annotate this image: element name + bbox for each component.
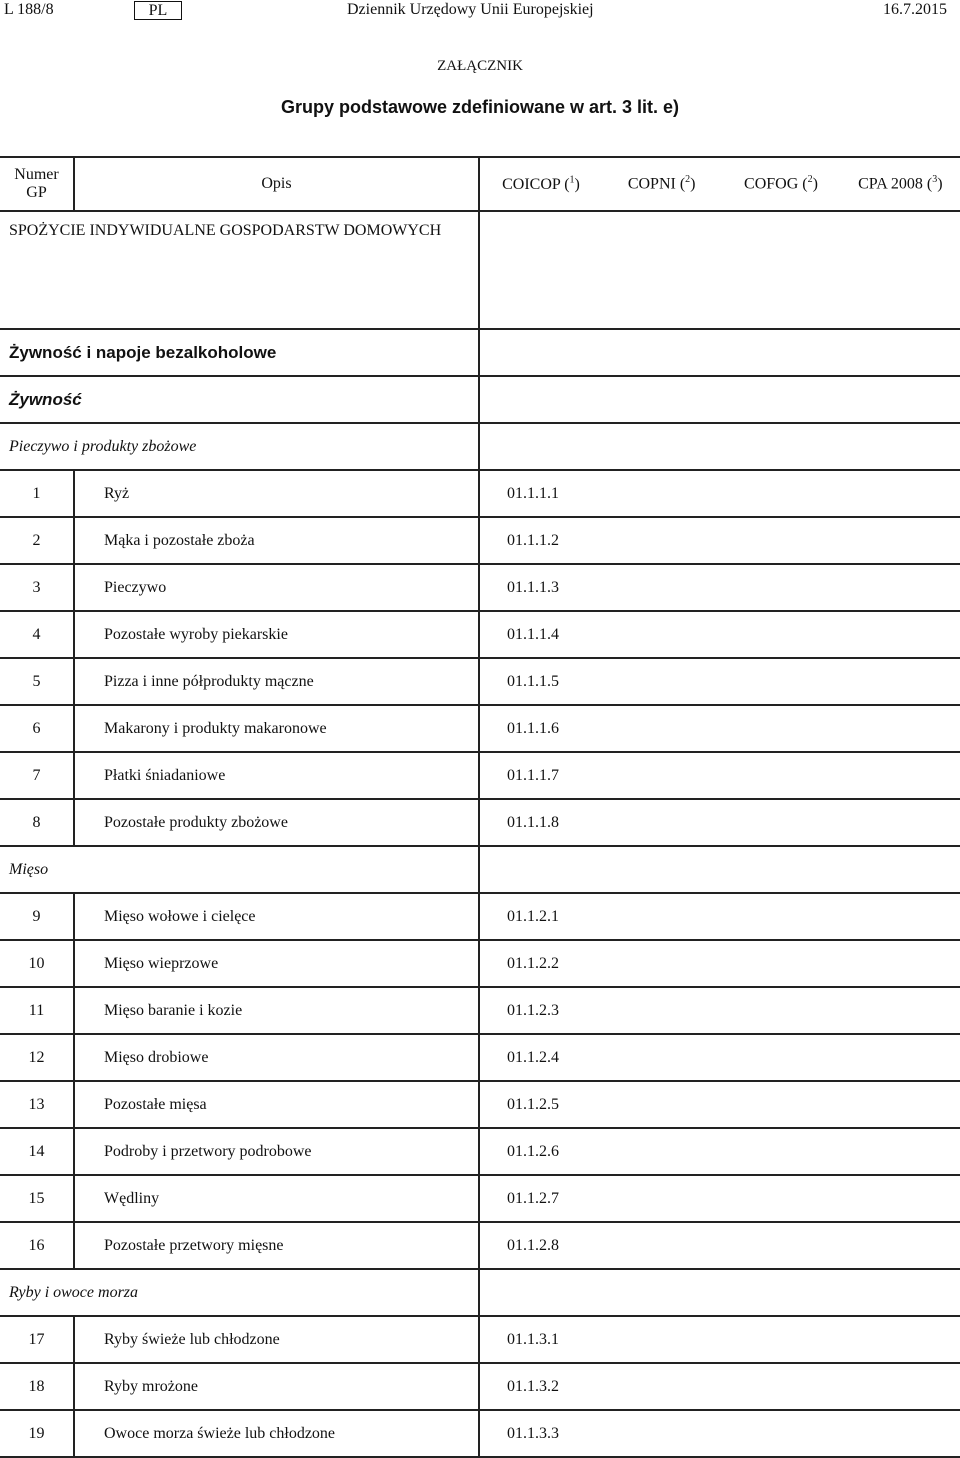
group-number: 3 xyxy=(0,564,74,611)
copni-code xyxy=(602,705,721,752)
group-number: 5 xyxy=(0,658,74,705)
copni-code xyxy=(602,1128,721,1175)
table-row xyxy=(0,658,960,705)
group-description: Wędliny xyxy=(74,1175,479,1222)
empty-cell xyxy=(841,376,960,423)
table-row xyxy=(0,1410,960,1457)
empty-cell xyxy=(841,846,960,893)
empty-cell xyxy=(841,423,960,470)
table-row xyxy=(0,940,960,987)
group-description: Płatki śniadaniowe xyxy=(74,752,479,799)
table-row xyxy=(0,1081,960,1128)
group-number: 8 xyxy=(0,799,74,846)
table-row xyxy=(0,1128,960,1175)
group-description: Pozostałe produkty zbożowe xyxy=(74,799,479,846)
coicop-code: 01.1.1.8 xyxy=(479,799,602,846)
table-row xyxy=(0,1222,960,1269)
group-description: Pozostałe wyroby piekarskie xyxy=(74,611,479,658)
column-header-number xyxy=(0,157,74,211)
cofog-code xyxy=(721,799,840,846)
cpa-code xyxy=(841,799,960,846)
empty-cell xyxy=(841,329,960,376)
group-description: Owoce morza świeże lub chłodzone xyxy=(74,1410,479,1457)
coicop-code: 01.1.2.1 xyxy=(479,893,602,940)
empty-cell xyxy=(602,846,721,893)
column-header-number-line2: GP xyxy=(26,184,47,201)
section-fish-seafood: Ryby i owoce morza xyxy=(9,1283,139,1301)
coicop-code: 01.1.1.2 xyxy=(479,517,602,564)
cofog-code xyxy=(721,893,840,940)
coicop-code: 01.1.2.8 xyxy=(479,1222,602,1269)
coicop-code: 01.1.3.3 xyxy=(479,1410,602,1457)
copni-code xyxy=(602,1034,721,1081)
copni-code xyxy=(602,987,721,1034)
group-description: Pozostałe przetwory mięsne xyxy=(74,1222,479,1269)
copni-code xyxy=(602,1081,721,1128)
cofog-code xyxy=(721,611,840,658)
cofog-code xyxy=(721,470,840,517)
empty-cell xyxy=(721,211,840,329)
cpa-code xyxy=(841,705,960,752)
empty-cell xyxy=(479,329,602,376)
table-row xyxy=(0,799,960,846)
group-number: 15 xyxy=(0,1175,74,1222)
empty-cell xyxy=(479,376,602,423)
language-badge: PL xyxy=(134,1,182,20)
column-header-cpa: CPA 2008 ($^3$) xyxy=(841,157,960,211)
copni-code xyxy=(602,564,721,611)
page-reference: L 188/8 xyxy=(4,1,54,18)
cpa-code xyxy=(841,611,960,658)
empty-cell xyxy=(479,211,602,329)
column-header-coicop xyxy=(479,157,602,211)
empty-cell xyxy=(841,211,960,329)
empty-cell xyxy=(602,1269,721,1316)
group-description: Mięso wołowe i cielęce xyxy=(74,893,479,940)
copni-code xyxy=(602,799,721,846)
cofog-code xyxy=(721,1034,840,1081)
table-row xyxy=(0,1363,960,1410)
cofog-code xyxy=(721,658,840,705)
group-number: 9 xyxy=(0,893,74,940)
section-row xyxy=(0,329,960,376)
coicop-code: 01.1.2.6 xyxy=(479,1128,602,1175)
group-description: Mięso wieprzowe xyxy=(74,940,479,987)
column-header-number-line1: Numer xyxy=(14,166,59,183)
coicop-code: 01.1.1.4 xyxy=(479,611,602,658)
group-number: 16 xyxy=(0,1222,74,1269)
copni-code xyxy=(602,752,721,799)
empty-cell xyxy=(479,423,602,470)
section-household-consumption: SPOŻYCIE INDYWIDUALNE GOSPODARSTW DOMOWYCH xyxy=(0,211,479,329)
cpa-code xyxy=(841,1316,960,1363)
cpa-code xyxy=(841,517,960,564)
publication-date: 16.7.2015 xyxy=(883,1,947,18)
cofog-code xyxy=(721,1316,840,1363)
table-row xyxy=(0,517,960,564)
cpa-code xyxy=(841,1128,960,1175)
cofog-code xyxy=(721,987,840,1034)
group-description: Podroby i przetwory podrobowe xyxy=(74,1128,479,1175)
group-number: 7 xyxy=(0,752,74,799)
cofog-code xyxy=(721,705,840,752)
coicop-code: 01.1.1.6 xyxy=(479,705,602,752)
cpa-code xyxy=(841,940,960,987)
table-row xyxy=(0,1316,960,1363)
table-header-row xyxy=(0,157,960,211)
cofog-code xyxy=(721,517,840,564)
table-row xyxy=(0,893,960,940)
coicop-code: 01.1.1.5 xyxy=(479,658,602,705)
section-meat: Mięso xyxy=(9,860,49,878)
copni-code xyxy=(602,940,721,987)
table-row xyxy=(0,987,960,1034)
cofog-code xyxy=(721,564,840,611)
coicop-code: 01.1.2.2 xyxy=(479,940,602,987)
copni-code xyxy=(602,1175,721,1222)
empty-cell xyxy=(721,846,840,893)
group-number: 1 xyxy=(0,470,74,517)
page-header xyxy=(0,0,960,22)
coicop-code: 01.1.1.1 xyxy=(479,470,602,517)
coicop-code: 01.1.3.1 xyxy=(479,1316,602,1363)
copni-code xyxy=(602,611,721,658)
basic-groups-table xyxy=(0,156,960,1458)
group-number: 4 xyxy=(0,611,74,658)
group-description: Pizza i inne półprodukty mączne xyxy=(74,658,479,705)
empty-cell xyxy=(721,423,840,470)
empty-cell xyxy=(602,423,721,470)
cpa-code xyxy=(841,987,960,1034)
page-title: Grupy podstawowe zdefiniowane w art. 3 lit. e) xyxy=(280,97,680,117)
coicop-code: 01.1.1.7 xyxy=(479,752,602,799)
group-description: Ryby świeże lub chłodzone xyxy=(74,1316,479,1363)
cpa-code xyxy=(841,658,960,705)
section-bread-cereals: Pieczywo i produkty zbożowe xyxy=(9,437,197,455)
empty-cell xyxy=(602,329,721,376)
section-row xyxy=(0,376,960,423)
group-number: 10 xyxy=(0,940,74,987)
cofog-code xyxy=(721,940,840,987)
cpa-code xyxy=(841,1410,960,1457)
empty-cell xyxy=(479,846,602,893)
cpa-code xyxy=(841,1363,960,1410)
meat-rows xyxy=(0,893,960,1269)
empty-cell xyxy=(721,1269,840,1316)
section-row xyxy=(0,423,960,470)
cofog-code xyxy=(721,1410,840,1457)
section-row xyxy=(0,846,960,893)
group-number: 17 xyxy=(0,1316,74,1363)
section-row xyxy=(0,211,960,329)
cpa-code xyxy=(841,1222,960,1269)
cofog-code xyxy=(721,752,840,799)
coicop-code: 01.1.1.3 xyxy=(479,564,602,611)
cpa-code xyxy=(841,1175,960,1222)
table-row xyxy=(0,1175,960,1222)
table-row xyxy=(0,1034,960,1081)
empty-cell xyxy=(841,1269,960,1316)
group-number: 6 xyxy=(0,705,74,752)
group-description: Makarony i produkty makaronowe xyxy=(74,705,479,752)
group-number: 18 xyxy=(0,1363,74,1410)
column-header-cofog: COFOG ($^2$) xyxy=(721,157,840,211)
table-row xyxy=(0,752,960,799)
table-row xyxy=(0,705,960,752)
table-row xyxy=(0,611,960,658)
copni-code xyxy=(602,517,721,564)
copni-code xyxy=(602,1410,721,1457)
coicop-code: 01.1.2.5 xyxy=(479,1081,602,1128)
section-food: Żywność xyxy=(9,389,82,409)
cofog-code xyxy=(721,1222,840,1269)
table-row xyxy=(0,470,960,517)
copni-code xyxy=(602,658,721,705)
group-number: 2 xyxy=(0,517,74,564)
copni-code xyxy=(602,1316,721,1363)
copni-code xyxy=(602,1363,721,1410)
group-description: Pozostałe mięsa xyxy=(74,1081,479,1128)
table-row xyxy=(0,564,960,611)
copni-code xyxy=(602,893,721,940)
group-description: Mięso drobiowe xyxy=(74,1034,479,1081)
cpa-code xyxy=(841,893,960,940)
cpa-code xyxy=(841,1081,960,1128)
empty-cell xyxy=(721,329,840,376)
cpa-code xyxy=(841,752,960,799)
group-description: Pieczywo xyxy=(74,564,479,611)
journal-name: Dziennik Urzędowy Unii Europejskiej xyxy=(347,1,594,18)
group-description: Mąka i pozostałe zboża xyxy=(74,517,479,564)
empty-cell xyxy=(479,1269,602,1316)
coicop-label: COICOP ($^1$) xyxy=(502,174,580,193)
coicop-code: 01.1.2.3 xyxy=(479,987,602,1034)
empty-cell xyxy=(602,376,721,423)
group-number: 12 xyxy=(0,1034,74,1081)
cpa-code xyxy=(841,470,960,517)
copni-code xyxy=(602,1222,721,1269)
group-number: 14 xyxy=(0,1128,74,1175)
group-description: Ryż xyxy=(74,470,479,517)
group-description: Ryby mrożone xyxy=(74,1363,479,1410)
section-food-beverages: Żywność i napoje bezalkoholowe xyxy=(9,342,277,362)
cofog-code xyxy=(721,1128,840,1175)
group-description: Mięso baranie i kozie xyxy=(74,987,479,1034)
section-row xyxy=(0,1269,960,1316)
coicop-code: 01.1.3.2 xyxy=(479,1363,602,1410)
cofog-code xyxy=(721,1081,840,1128)
column-header-description: Opis xyxy=(74,157,479,211)
empty-cell xyxy=(721,376,840,423)
cofog-code xyxy=(721,1363,840,1410)
coicop-code: 01.1.2.4 xyxy=(479,1034,602,1081)
cpa-code xyxy=(841,564,960,611)
empty-cell xyxy=(602,211,721,329)
bread-cereals-rows xyxy=(0,470,960,846)
group-number: 11 xyxy=(0,987,74,1034)
cpa-code xyxy=(841,1034,960,1081)
copni-code xyxy=(602,470,721,517)
cofog-code xyxy=(721,1175,840,1222)
annex-label: ZAŁĄCZNIK xyxy=(437,58,523,74)
group-number: 19 xyxy=(0,1410,74,1457)
coicop-code: 01.1.2.7 xyxy=(479,1175,602,1222)
group-number: 13 xyxy=(0,1081,74,1128)
column-header-copni: COPNI ($^2$) xyxy=(602,157,721,211)
fish-seafood-rows xyxy=(0,1316,960,1457)
